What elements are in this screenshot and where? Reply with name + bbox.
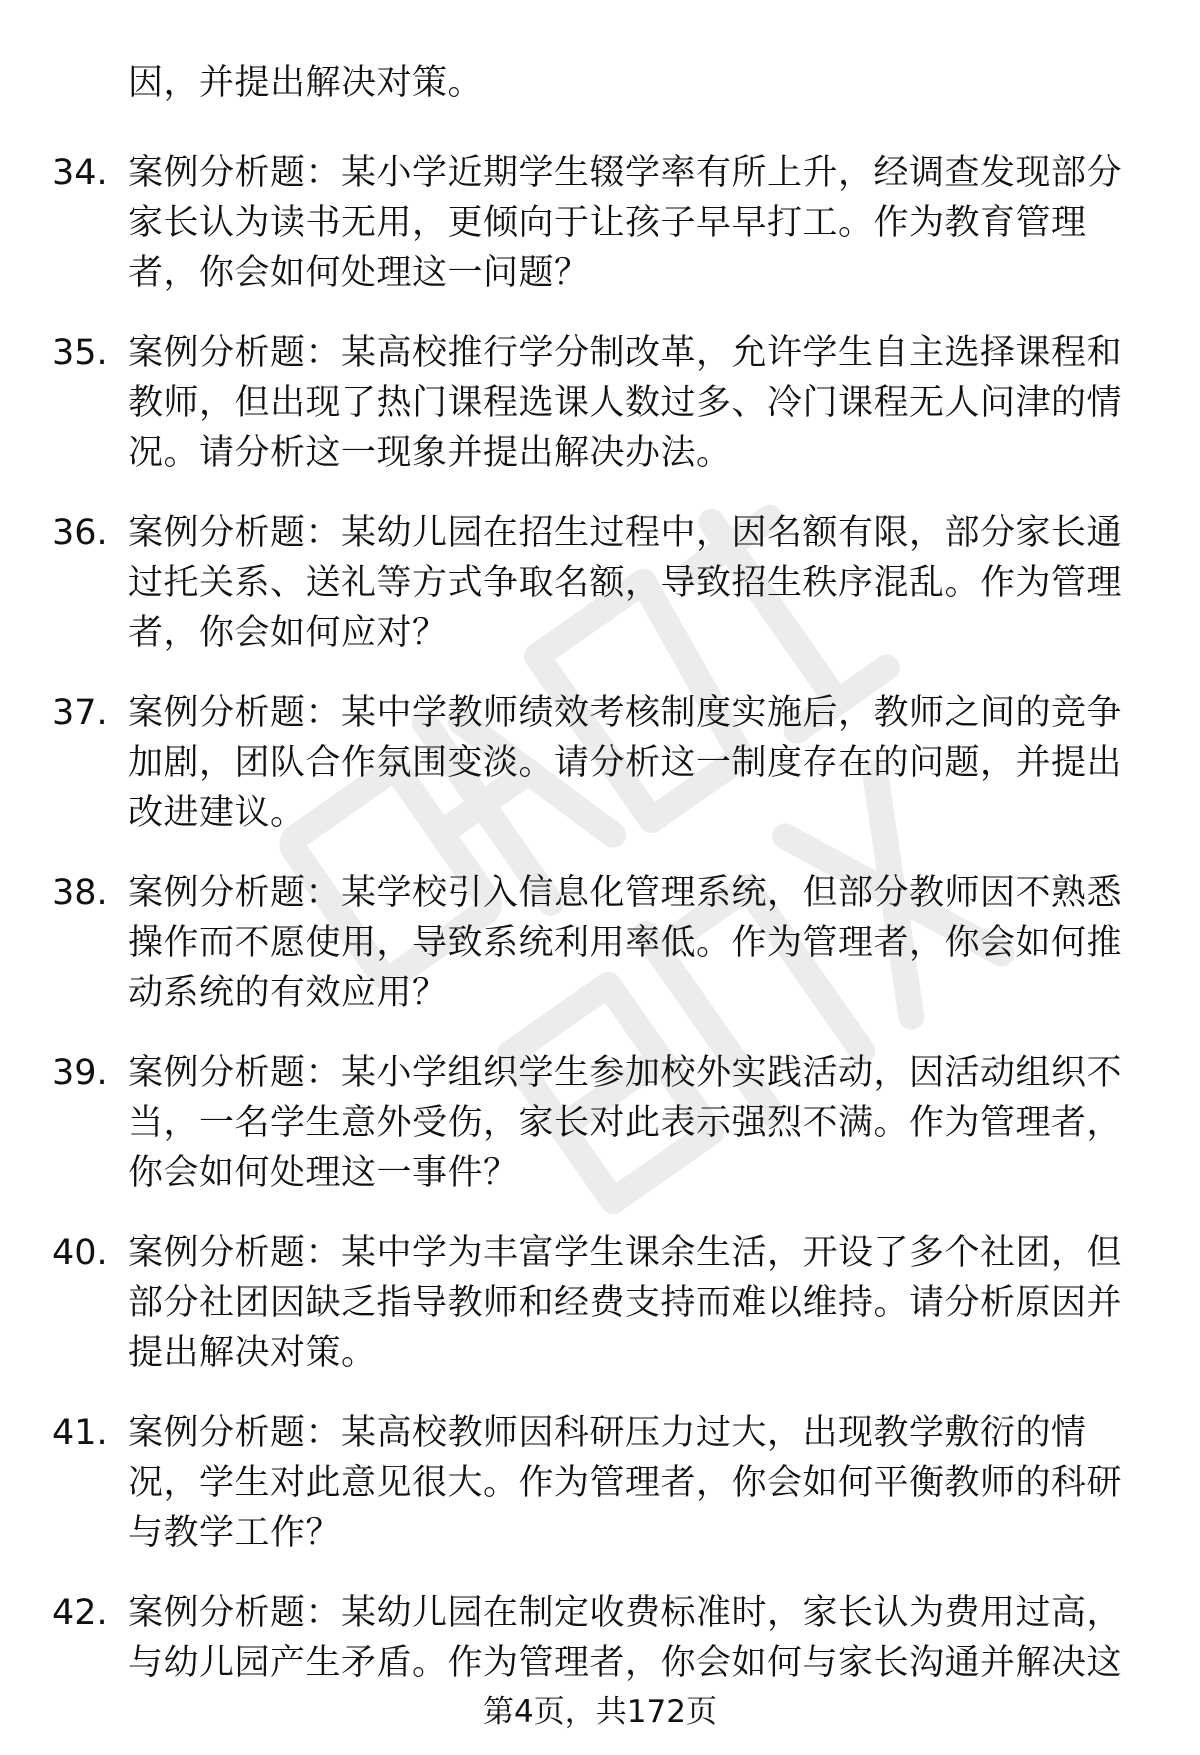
- question-item: [52, 328, 1142, 478]
- question-number: 35.: [52, 333, 108, 373]
- question-number: 39.: [52, 1053, 108, 1093]
- question-number: 40.: [52, 1233, 108, 1273]
- question-number: 34.: [52, 153, 108, 193]
- question-text: 案例分析题：某中学为丰富学生课余生活，开设了多个社团，但部分社团因缺乏指导教师和经费支持而难以维持。请分析原因并提出解决对策。: [128, 1233, 1123, 1373]
- question-text: 案例分析题：某小学组织学生参加校外实践活动，因活动组织不当，一名学生意外受伤，家长对此表示强烈不满。作为管理者，你会如何处理这一事件？: [128, 1053, 1123, 1193]
- question-item: [52, 1228, 1142, 1378]
- question-item: [52, 508, 1142, 658]
- question-text: 案例分析题：某幼儿园在制定收费标准时，家长认为费用过高，与幼儿园产生矛盾。作为管理者，你会如何与家长沟通并解决这: [128, 1593, 1123, 1683]
- question-list: [52, 148, 1142, 1718]
- question-number: 37.: [52, 693, 108, 733]
- question-text: 案例分析题：某学校引入信息化管理系统，但部分教师因不熟悉操作而不愿使用，导致系统利用率低。作为管理者，你会如何推动系统的有效应用？: [128, 873, 1123, 1013]
- question-item: [52, 868, 1142, 1018]
- question-text: 案例分析题：某中学教师绩效考核制度实施后，教师之间的竞争加剧，团队合作氛围变淡。请分析这一制度存在的问题，并提出改进建议。: [128, 693, 1123, 833]
- continuation-text: 因，并提出解决对策。: [128, 63, 484, 103]
- question-item: [52, 688, 1142, 838]
- question-item: [52, 1048, 1142, 1198]
- question-text: 案例分析题：某幼儿园在招生过程中，因名额有限，部分家长通过托关系、送礼等方式争取名额，导致招生秩序混乱。作为管理者，你会如何应对？: [128, 513, 1123, 653]
- question-text: 案例分析题：某小学近期学生辍学率有所上升，经调查发现部分家长认为读书无用，更倾向于让孩子早早打工。作为教育管理者，你会如何处理这一问题？: [128, 153, 1123, 293]
- question-text: 案例分析题：某高校推行学分制改革，允许学生自主选择课程和教师，但出现了热门课程选课人数过多、冷门课程无人问津的情况。请分析这一现象并提出解决办法。: [128, 333, 1123, 473]
- question-number: 41.: [52, 1413, 108, 1453]
- question-item: [52, 1588, 1142, 1688]
- page-footer: 第4页，共172页: [483, 1694, 717, 1730]
- question-text: 案例分析题：某高校教师因科研压力过大，出现教学敷衍的情况，学生对此意见很大。作为管理者，你会如何平衡教师的科研与教学工作？: [128, 1413, 1123, 1553]
- question-number: 36.: [52, 513, 108, 553]
- question-number: 38.: [52, 873, 108, 913]
- question-item: [52, 1408, 1142, 1558]
- question-number: 42.: [52, 1593, 108, 1633]
- question-item: [52, 148, 1142, 298]
